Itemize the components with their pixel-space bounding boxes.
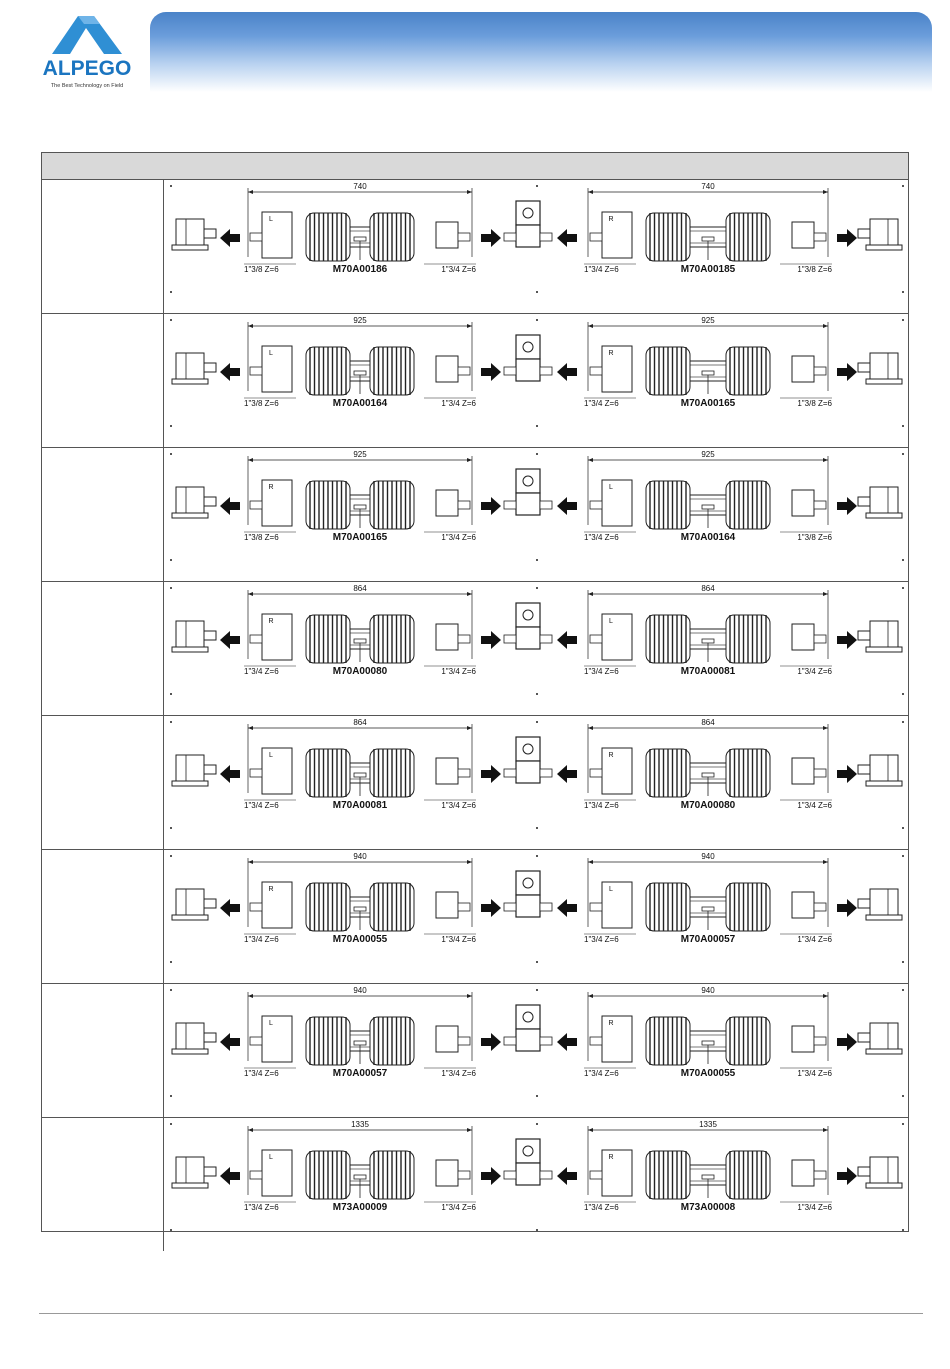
right-out-arrow — [837, 1167, 857, 1185]
left-length-label: 940 — [353, 852, 367, 861]
center-in-arrow-right — [557, 765, 577, 783]
diagram-cell — [164, 447, 908, 581]
right-gearbox — [858, 621, 902, 652]
right-output-spec: 1"3/4 Z=6 — [797, 667, 832, 676]
left-length-label: 940 — [353, 986, 367, 995]
left-shaft — [244, 316, 477, 409]
left-side-label: R — [268, 886, 274, 893]
right-side-label: R — [608, 1154, 614, 1161]
right-output-spec: 1"3/4 Z=6 — [797, 1203, 832, 1212]
right-part-number: M70A00055 — [680, 1068, 736, 1079]
center-gearbox — [504, 1005, 552, 1051]
left-output-spec: 1"3/4 Z=6 — [441, 1069, 476, 1078]
table-row — [42, 179, 908, 314]
row-label-cell — [42, 983, 164, 1117]
left-out-arrow — [220, 1033, 240, 1051]
center-gearbox — [504, 1139, 552, 1185]
right-input-spec: 1"3/4 Z=6 — [584, 801, 619, 810]
right-part-number: M70A00164 — [680, 532, 736, 543]
right-side-label: L — [609, 618, 613, 625]
right-input-spec: 1"3/4 Z=6 — [584, 1069, 619, 1078]
row-label-cell — [42, 447, 164, 581]
left-side-label: L — [269, 1154, 273, 1161]
table-row — [42, 849, 908, 984]
right-gearbox — [858, 219, 902, 250]
right-side-label: R — [608, 752, 614, 759]
left-gearbox — [172, 219, 216, 250]
left-input-spec: 1"3/8 Z=6 — [244, 265, 279, 274]
left-out-arrow — [220, 497, 240, 515]
left-shaft — [244, 986, 477, 1079]
left-side-label: R — [268, 484, 274, 491]
table-row — [42, 983, 908, 1118]
center-gearbox — [504, 871, 552, 917]
center-gearbox — [504, 335, 552, 381]
right-shaft — [584, 316, 833, 409]
right-side-label: R — [608, 350, 614, 357]
table-row — [42, 313, 908, 448]
center-gearbox — [504, 469, 552, 515]
table-row — [42, 1117, 908, 1251]
header-banner — [150, 12, 932, 92]
diagram-cell — [164, 983, 908, 1117]
left-out-arrow — [220, 363, 240, 381]
right-out-arrow — [837, 899, 857, 917]
right-length-label: 925 — [701, 450, 715, 459]
center-in-arrow-right — [557, 1167, 577, 1185]
left-side-label: R — [268, 618, 274, 625]
center-in-arrow-right — [557, 631, 577, 649]
right-output-spec: 1"3/8 Z=6 — [797, 533, 832, 542]
left-shaft — [244, 1120, 477, 1213]
row-label-cell — [42, 1117, 164, 1251]
left-gearbox — [172, 755, 216, 786]
left-input-spec: 1"3/4 Z=6 — [244, 801, 279, 810]
row-label-cell — [42, 849, 164, 983]
right-shaft — [584, 986, 833, 1079]
right-length-label: 940 — [701, 852, 715, 861]
left-length-label: 925 — [353, 450, 367, 459]
left-part-number: M70A00055 — [332, 934, 388, 945]
center-in-arrow-left — [481, 229, 501, 247]
table-row — [42, 447, 908, 582]
right-side-label: L — [609, 484, 613, 491]
center-in-arrow-right — [557, 497, 577, 515]
center-in-arrow-left — [481, 631, 501, 649]
center-in-arrow-left — [481, 363, 501, 381]
right-input-spec: 1"3/4 Z=6 — [584, 935, 619, 944]
left-side-label: L — [269, 216, 273, 223]
left-part-number: M70A00186 — [332, 264, 388, 275]
left-part-number: M70A00081 — [332, 800, 388, 811]
right-output-spec: 1"3/4 Z=6 — [797, 801, 832, 810]
right-gearbox — [858, 889, 902, 920]
right-out-arrow — [837, 1033, 857, 1051]
driveline-diagram — [164, 983, 908, 1116]
right-length-label: 740 — [701, 182, 715, 191]
right-gearbox — [858, 755, 902, 786]
right-out-arrow — [837, 229, 857, 247]
right-part-number: M70A00057 — [680, 934, 736, 945]
center-in-arrow-right — [557, 899, 577, 917]
diagram-cell — [164, 715, 908, 849]
right-output-spec: 1"3/4 Z=6 — [797, 935, 832, 944]
left-side-label: L — [269, 752, 273, 759]
center-in-arrow-left — [481, 765, 501, 783]
brand-tagline: The Best Technology on Field — [50, 83, 124, 89]
driveline-diagram — [164, 581, 908, 714]
diagram-cell — [164, 581, 908, 715]
right-output-spec: 1"3/8 Z=6 — [797, 399, 832, 408]
driveline-diagram — [164, 849, 908, 982]
left-part-number: M70A00057 — [332, 1068, 388, 1079]
right-side-label: R — [608, 1020, 614, 1027]
right-gearbox — [858, 1157, 902, 1188]
center-gearbox — [504, 737, 552, 783]
center-in-arrow-right — [557, 363, 577, 381]
left-input-spec: 1"3/4 Z=6 — [244, 1203, 279, 1212]
left-length-label: 925 — [353, 316, 367, 325]
diagram-cell — [164, 1117, 908, 1251]
left-gearbox — [172, 487, 216, 518]
diagram-cell — [164, 179, 908, 313]
left-input-spec: 1"3/4 Z=6 — [244, 935, 279, 944]
right-gearbox — [858, 487, 902, 518]
left-out-arrow — [220, 229, 240, 247]
row-label-cell — [42, 715, 164, 849]
right-gearbox — [858, 353, 902, 384]
table-header — [42, 153, 908, 180]
table-row — [42, 715, 908, 850]
table-row — [42, 581, 908, 716]
right-length-label: 864 — [701, 718, 715, 727]
left-output-spec: 1"3/4 Z=6 — [441, 667, 476, 676]
left-part-number: M73A00009 — [332, 1202, 388, 1213]
right-shaft — [584, 182, 833, 275]
left-gearbox — [172, 621, 216, 652]
driveline-diagram — [164, 1117, 908, 1250]
right-output-spec: 1"3/8 Z=6 — [797, 265, 832, 274]
left-input-spec: 1"3/8 Z=6 — [244, 399, 279, 408]
left-input-spec: 1"3/4 Z=6 — [244, 1069, 279, 1078]
left-part-number: M70A00164 — [332, 398, 388, 409]
left-shaft — [244, 718, 477, 811]
center-in-arrow-right — [557, 229, 577, 247]
left-output-spec: 1"3/4 Z=6 — [441, 1203, 476, 1212]
diagram-cell — [164, 849, 908, 983]
left-out-arrow — [220, 899, 240, 917]
right-out-arrow — [837, 497, 857, 515]
right-shaft — [584, 1120, 833, 1213]
right-gearbox — [858, 1023, 902, 1054]
left-gearbox — [172, 1023, 216, 1054]
right-length-label: 940 — [701, 986, 715, 995]
right-shaft — [584, 450, 833, 543]
right-input-spec: 1"3/4 Z=6 — [584, 667, 619, 676]
right-part-number: M70A00081 — [680, 666, 736, 677]
left-gearbox — [172, 889, 216, 920]
row-label-cell — [42, 313, 164, 447]
right-length-label: 925 — [701, 316, 715, 325]
left-out-arrow — [220, 1167, 240, 1185]
left-shaft — [244, 852, 477, 945]
left-out-arrow — [220, 765, 240, 783]
footer-divider — [39, 1313, 923, 1314]
driveline-diagram — [164, 715, 908, 848]
right-out-arrow — [837, 363, 857, 381]
center-in-arrow-left — [481, 497, 501, 515]
right-part-number: M70A00185 — [680, 264, 736, 275]
center-in-arrow-left — [481, 1033, 501, 1051]
right-shaft — [584, 852, 833, 945]
right-length-label: 864 — [701, 584, 715, 593]
left-output-spec: 1"3/4 Z=6 — [441, 533, 476, 542]
left-shaft — [244, 450, 477, 543]
left-shaft — [244, 584, 477, 677]
left-output-spec: 1"3/4 Z=6 — [441, 265, 476, 274]
right-shaft — [584, 584, 833, 677]
right-shaft — [584, 718, 833, 811]
right-input-spec: 1"3/4 Z=6 — [584, 265, 619, 274]
right-part-number: M70A00080 — [680, 800, 736, 811]
left-input-spec: 1"3/4 Z=6 — [244, 667, 279, 676]
driveshaft-table — [41, 152, 909, 1232]
driveline-diagram — [164, 313, 908, 446]
right-input-spec: 1"3/4 Z=6 — [584, 1203, 619, 1212]
right-output-spec: 1"3/4 Z=6 — [797, 1069, 832, 1078]
alpego-logo — [30, 14, 145, 94]
left-side-label: L — [269, 1020, 273, 1027]
left-length-label: 740 — [353, 182, 367, 191]
left-shaft — [244, 182, 477, 275]
left-out-arrow — [220, 631, 240, 649]
center-gearbox — [504, 201, 552, 247]
left-part-number: M70A00165 — [332, 532, 388, 543]
left-length-label: 864 — [353, 584, 367, 593]
row-label-cell — [42, 581, 164, 715]
left-length-label: 864 — [353, 718, 367, 727]
right-out-arrow — [837, 765, 857, 783]
center-gearbox — [504, 603, 552, 649]
left-gearbox — [172, 1157, 216, 1188]
left-input-spec: 1"3/8 Z=6 — [244, 533, 279, 542]
right-part-number: M73A00008 — [680, 1202, 736, 1213]
right-side-label: R — [608, 216, 614, 223]
left-output-spec: 1"3/4 Z=6 — [441, 399, 476, 408]
center-in-arrow-right — [557, 1033, 577, 1051]
right-input-spec: 1"3/4 Z=6 — [584, 533, 619, 542]
left-output-spec: 1"3/4 Z=6 — [441, 935, 476, 944]
left-output-spec: 1"3/4 Z=6 — [441, 801, 476, 810]
driveline-diagram — [164, 447, 908, 580]
left-side-label: L — [269, 350, 273, 357]
right-side-label: L — [609, 886, 613, 893]
left-gearbox — [172, 353, 216, 384]
right-part-number: M70A00165 — [680, 398, 736, 409]
driveline-diagram — [164, 179, 908, 312]
center-in-arrow-left — [481, 899, 501, 917]
row-label-cell — [42, 179, 164, 313]
diagram-cell — [164, 313, 908, 447]
left-length-label: 1335 — [351, 1120, 369, 1129]
brand-name: ALPEGO — [42, 57, 132, 80]
left-part-number: M70A00080 — [332, 666, 388, 677]
right-input-spec: 1"3/4 Z=6 — [584, 399, 619, 408]
center-in-arrow-left — [481, 1167, 501, 1185]
right-out-arrow — [837, 631, 857, 649]
right-length-label: 1335 — [699, 1120, 717, 1129]
